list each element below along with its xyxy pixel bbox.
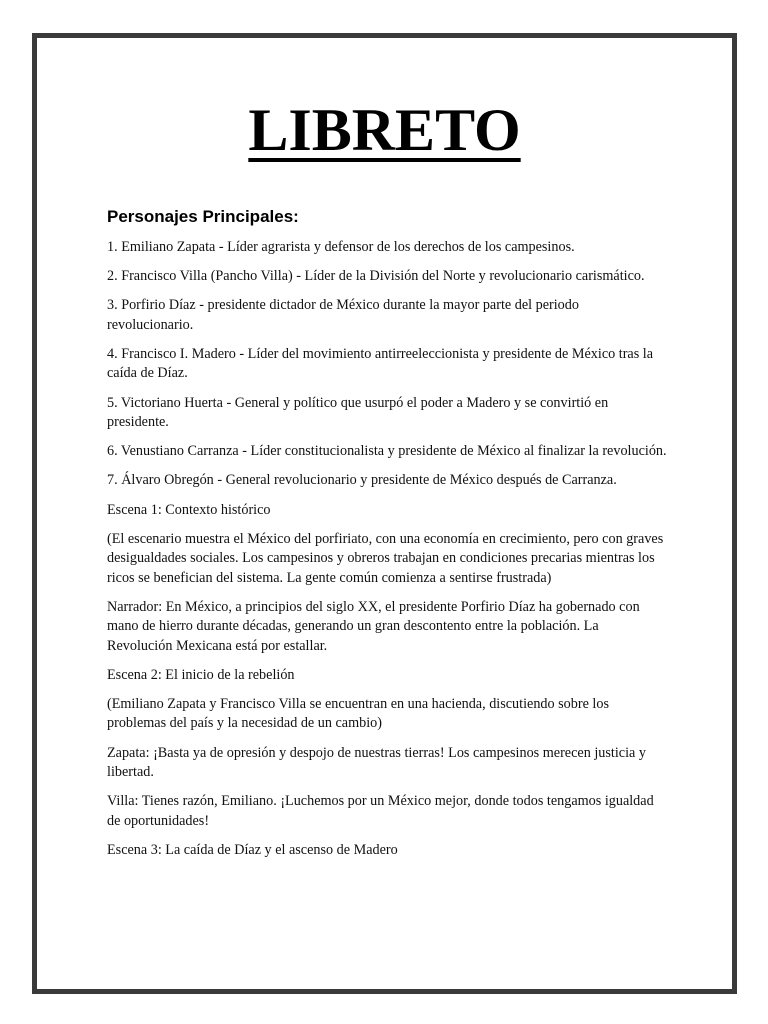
character-item-huerta: 5. Victoriano Huerta - General y político que usurpó el poder a Madero y se convirtió en presidente.: [107, 394, 609, 431]
scene-1-heading: Escena 1: Contexto histórico: [107, 501, 271, 518]
section-heading: Personajes Principales:: [107, 207, 299, 226]
document-title: [37, 94, 732, 166]
character-item-diaz: 3. Porfirio Díaz - presidente dictador de México durante la mayor parte del periodo revolucionario.: [107, 297, 579, 333]
scene-3-heading: Escena 3: La caída de Díaz y el ascenso de Madero: [107, 841, 398, 858]
character-item-carranza: 6. Venustiano Carranza - Líder constitucionalista y presidente de México al finalizar la revolución.: [107, 443, 667, 460]
zapata-line: Zapata: ¡Basta ya de opresión y despojo de nuestras tierras! Los campesinos merecen justicia y libertad.: [107, 744, 646, 781]
character-item-obregon: 7. Álvaro Obregón - General revolucionario y presidente de México después de Carranza.: [107, 472, 617, 489]
scene-2-stage-direction: (Emiliano Zapata y Francisco Villa se encuentran en una hacienda, discutiendo sobre los problemas del país y la necesidad de un cambio): [107, 696, 609, 732]
scene-1-stage-direction: (El escenario muestra el México del porfiriato, con una economía en crecimiento, pero con graves desigualdades sociales. Los campesinos y obreros trabajan en condiciones precarias mientras los ricos se benefician del sistema. La gente común comienza a sentirse frustrada): [107, 530, 664, 586]
document-title-text: LIBRETO: [248, 97, 521, 163]
narrator-line: Narrador: En México, a principios del siglo XX, el presidente Porfirio Díaz ha gobernado con mano de hierro durante décadas, generando un gran descontento entre la población. La Revolución Mexicana está por estallar.: [107, 598, 640, 654]
villa-line: Villa: Tienes razón, Emiliano. ¡Luchemos por un México mejor, donde todos tengamos igualdad de oportunidades!: [107, 793, 654, 829]
character-item-villa: 2. Francisco Villa (Pancho Villa) - Líder de la División del Norte y revolucionario carismático.: [107, 268, 645, 285]
document-page: [32, 33, 737, 994]
scene-2-heading: Escena 2: El inicio de la rebelión: [107, 666, 295, 683]
document-body: [107, 206, 667, 870]
character-item-zapata: 1. Emiliano Zapata - Líder agrarista y defensor de los derechos de los campesinos.: [107, 239, 575, 255]
character-item-madero: 4. Francisco I. Madero - Líder del movimiento antirreeleccionista y presidente de México tras la caída de Díaz.: [107, 346, 654, 382]
